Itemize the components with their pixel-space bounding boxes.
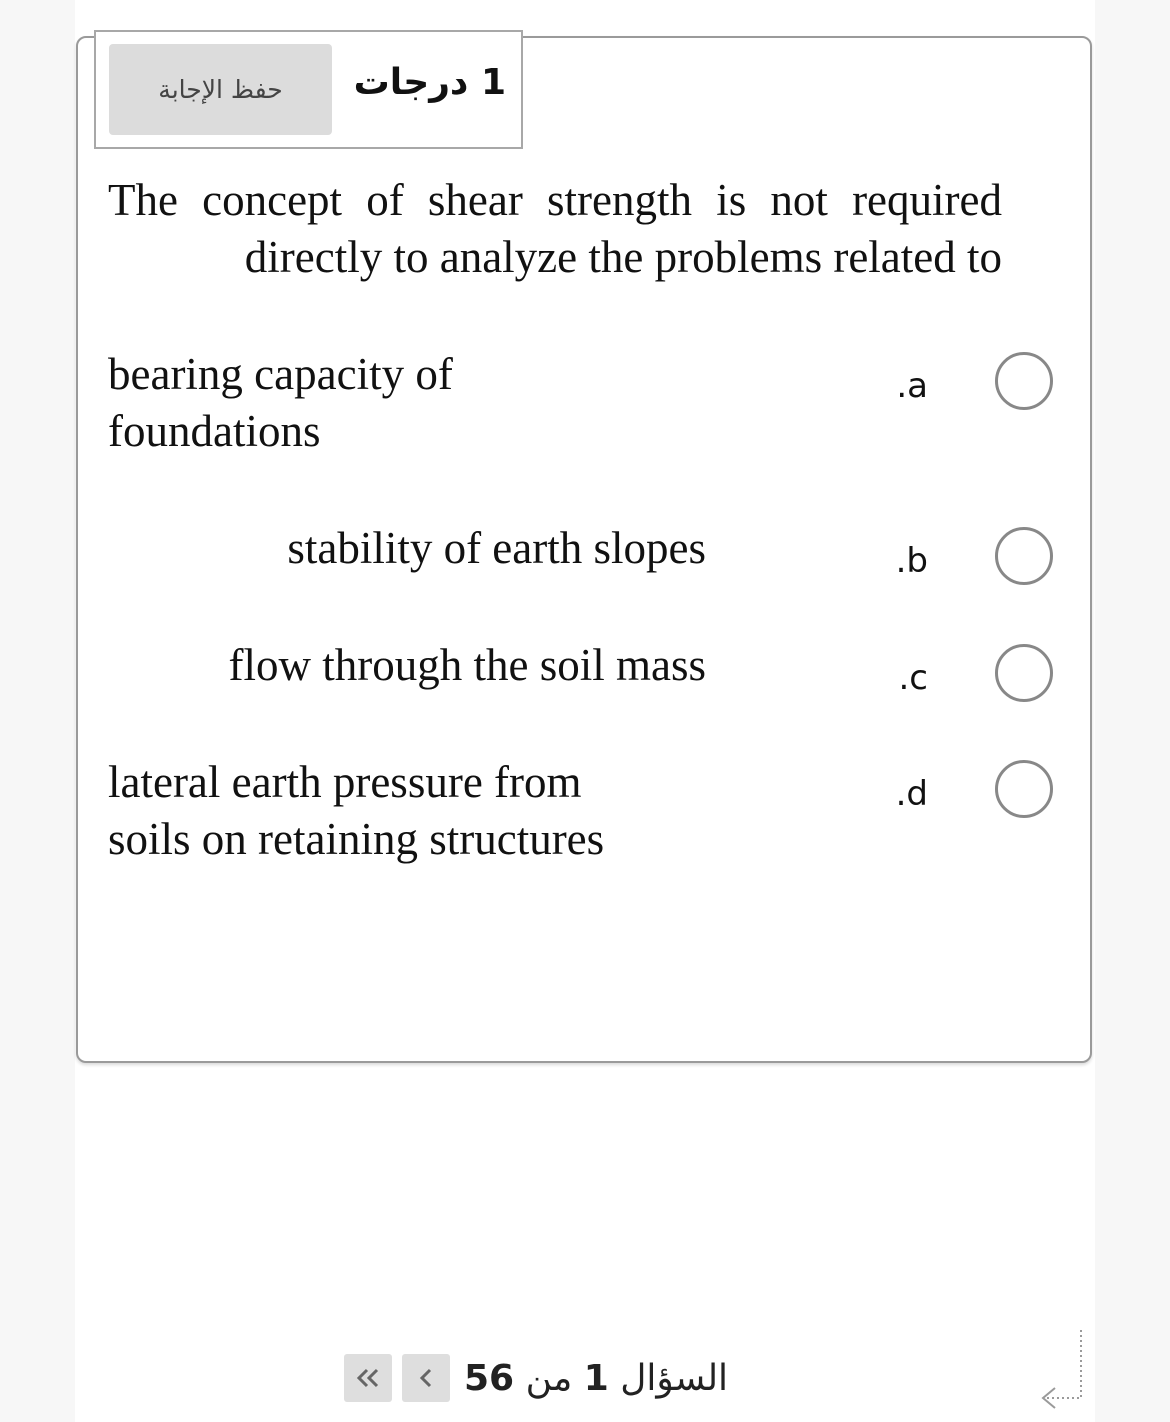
option-a-line1: bearing capacity of: [108, 349, 453, 399]
pager-status: [464, 1358, 728, 1399]
option-a-text[interactable]: [108, 346, 453, 460]
first-question-button[interactable]: [344, 1354, 392, 1402]
option-d-text[interactable]: [108, 754, 604, 868]
question-pager: [344, 1352, 728, 1404]
pager-of: من: [525, 1357, 573, 1399]
return-arrow-icon[interactable]: [1035, 1328, 1090, 1418]
option-b-text[interactable]: stability of earth slopes: [287, 523, 706, 573]
option-b-letter: .b: [895, 541, 928, 581]
option-c-radio[interactable]: [995, 644, 1053, 702]
pager-current: 1: [583, 1357, 609, 1399]
chevron-left-icon: [418, 1367, 434, 1389]
double-chevron-left-icon: [355, 1367, 381, 1389]
option-a-line2: foundations: [108, 406, 321, 456]
question-text: The concept of shear strength is not required directly to analyze the problems related to: [108, 175, 1002, 282]
option-d-line1: lateral earth pressure from: [108, 757, 582, 807]
save-answer-button[interactable]: حفظ الإجابة: [109, 44, 332, 135]
option-a-radio[interactable]: [995, 352, 1053, 410]
question-points: 1 درجات: [353, 62, 506, 103]
pager-prefix: السؤال: [620, 1357, 729, 1399]
pager-total: 56: [464, 1357, 515, 1399]
option-c-letter: .c: [898, 658, 928, 698]
previous-question-button[interactable]: [402, 1354, 450, 1402]
option-b-radio[interactable]: [995, 527, 1053, 585]
option-d-letter: .d: [895, 774, 928, 814]
option-d-radio[interactable]: [995, 760, 1053, 818]
option-a-letter: .a: [896, 366, 928, 406]
option-d-line2: soils on retaining structures: [108, 814, 605, 864]
option-c-text[interactable]: flow through the soil mass: [228, 640, 706, 690]
